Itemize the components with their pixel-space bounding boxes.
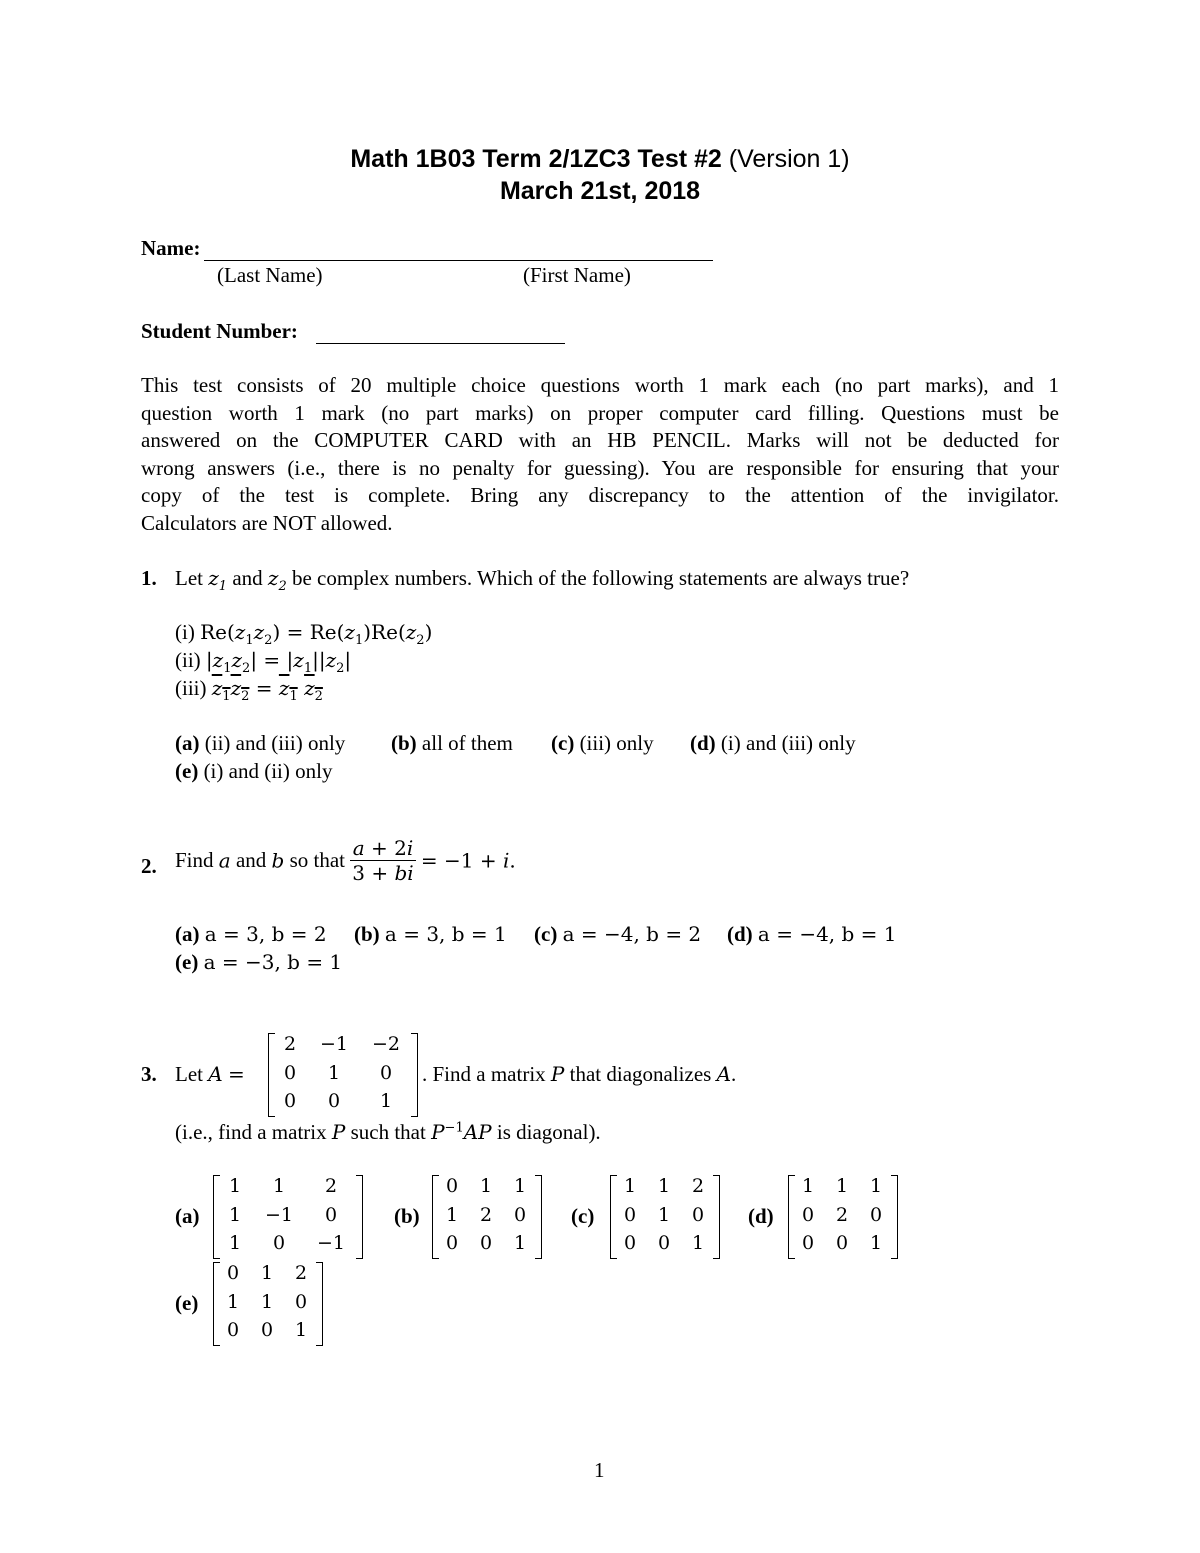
statement-i: (i) $Re(z_1z_2) = Re(z_1)Re(z_2)$: [175, 620, 433, 648]
q3-option-a-label[interactable]: (a): [175, 1204, 200, 1228]
q3-option-c-label[interactable]: (c): [571, 1204, 595, 1228]
instructions-line: wrong answers (i.e., there is no penalty for guessing). You are responsible for ensuring that your: [141, 455, 1059, 480]
q3-stem-rest: . Find a matrix P that diagonalizes A.: [422, 1062, 737, 1086]
q3-option-b-matrix[interactable]: 0 1 1 1 2 0 0 0 1: [432, 1175, 542, 1259]
q2-option-d[interactable]: (d) a = −4, b = 1: [727, 922, 897, 946]
question-number: 1.: [141, 566, 157, 590]
q3-option-c-matrix[interactable]: 1 1 2 0 1 0 0 0 1: [610, 1175, 720, 1259]
title-version: (Version 1): [728, 145, 850, 173]
q1-option-d[interactable]: (d) (i) and (iii) only: [690, 731, 856, 755]
student-number-label: Student Number:: [141, 319, 298, 343]
q3-option-d-label[interactable]: (d): [748, 1204, 774, 1228]
q2-fraction: $\frac{a + 2i}{3 + bi}$: [352, 836, 414, 885]
first-name-hint: (First Name): [523, 263, 631, 287]
q3-option-a-matrix[interactable]: 1 1 2 1 −1 0 1 0 −1: [213, 1175, 363, 1259]
test-date: March 21st, 2018: [499, 177, 701, 205]
student-number-line[interactable]: [316, 343, 565, 344]
q2-option-c[interactable]: (c) a = −4, b = 2: [534, 922, 702, 946]
statement-ii: (ii) $|z_1z_2| = |z_1||z_2|$: [175, 648, 352, 676]
instructions: [141, 372, 1059, 538]
name-line[interactable]: [204, 260, 713, 261]
question-number: 3.: [141, 1062, 157, 1086]
instructions-line: answered on the COMPUTER CARD with an HB PENCIL. Marks will not be deducted for: [141, 428, 1059, 453]
q3-option-e-label[interactable]: (e): [175, 1291, 199, 1315]
q3-option-d-matrix[interactable]: 1 1 1 0 2 0 0 0 1: [788, 1175, 898, 1259]
q3-stem-line2: (i.e., find a matrix P such that $P^{-1}AP$ is diagonal).: [175, 1120, 601, 1144]
statement-iii: (iii) $z_1z_2 = z_1$ $z_2$: [175, 676, 323, 704]
instructions-line: Calculators are NOT allowed.: [141, 510, 393, 535]
last-name-hint: (Last Name): [217, 263, 323, 287]
q1-option-e[interactable]: (e) (i) and (ii) only: [175, 759, 333, 783]
page-number: 1: [594, 1458, 605, 1482]
question-number: 2.: [141, 854, 157, 878]
q1-option-b[interactable]: (b) all of them: [391, 731, 513, 755]
q1-option-c[interactable]: (c) (iii) only: [551, 731, 654, 755]
q3-option-e-matrix[interactable]: 0 1 2 1 1 0 0 0 1: [213, 1262, 323, 1346]
q3-option-b-label[interactable]: (b): [394, 1204, 420, 1228]
q2-option-e[interactable]: (e) a = −3, b = 1: [175, 950, 343, 974]
name-label: Name:: [141, 236, 201, 260]
title-main: Math 1B03 Term 2/1ZC3 Test #2: [350, 145, 722, 173]
instructions-line: question worth 1 mark (no part marks) on proper computer card filling. Questions must be: [141, 400, 1059, 425]
q1-option-a[interactable]: (a) (ii) and (iii) only: [175, 731, 346, 755]
question-2-stem: Find a and b so that $\frac{a + 2i}{3 + bi}$ = −1 + i.: [175, 836, 516, 885]
q2-option-a[interactable]: (a) a = 3, b = 2: [175, 922, 327, 946]
instructions-line: copy of the test is complete. Bring any discrepancy to the attention of the invigilator.: [141, 483, 1059, 508]
matrix-A: 2 −1 −2 0 1 0 0 0 1: [268, 1033, 418, 1117]
test-title: [0, 145, 1200, 174]
instructions-line: This test consists of 20 multiple choice questions worth 1 mark each (no part marks), and 1: [141, 373, 1059, 397]
q2-option-b[interactable]: (b) a = 3, b = 1: [354, 922, 507, 946]
q3-let: Let A =: [175, 1062, 245, 1086]
question-1-stem: Let $z_1$ and $z_2$ be complex numbers. Which of the following statements are always true?: [175, 566, 910, 594]
